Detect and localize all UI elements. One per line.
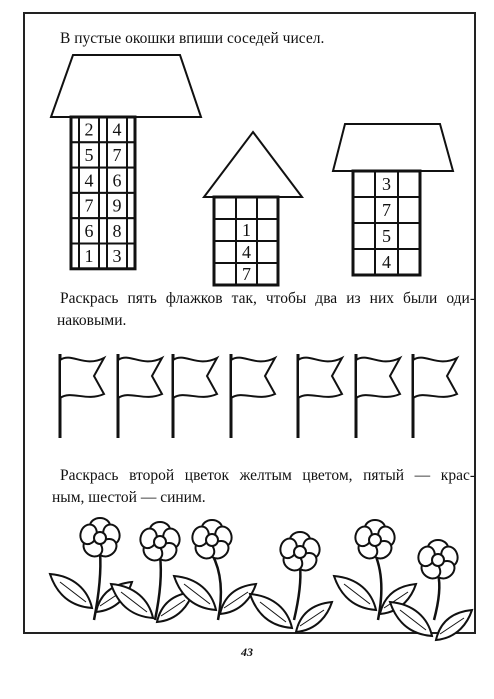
flag-cloth: [231, 358, 275, 398]
flag-5: [298, 354, 342, 438]
window-number: 3: [112, 246, 122, 267]
house-2: [204, 132, 302, 285]
window-number: 7: [382, 200, 391, 220]
flag-cloth: [60, 358, 104, 398]
window-cell: [257, 263, 278, 285]
flower-stem: [294, 566, 300, 620]
flower-1: [50, 518, 132, 620]
window-number: 6: [84, 220, 94, 241]
house-roof: [51, 55, 201, 117]
window-cell: [398, 249, 420, 275]
window-cell: [214, 219, 236, 241]
window-number: 1: [242, 220, 251, 240]
window-cell: [214, 263, 236, 285]
flag-4: [231, 354, 275, 438]
task-3-line-2: ным, шестой — синим.: [52, 489, 206, 506]
window-number: 7: [242, 264, 251, 284]
flower-center: [154, 536, 166, 548]
window-number: 7: [84, 195, 94, 216]
window-number: 7: [112, 144, 122, 165]
flag-1: [60, 354, 104, 438]
flag-2: [118, 354, 162, 438]
task-1-line-1: В пустые окошки впиши соседей чисел.: [60, 30, 325, 47]
window-number: 8: [112, 220, 122, 241]
flower-center: [206, 534, 218, 546]
window-cell: [353, 197, 375, 223]
window-cell: [99, 168, 107, 193]
flag-cloth: [118, 358, 162, 398]
flag-cloth: [356, 358, 400, 398]
window-number: 4: [382, 252, 391, 272]
flower-center: [432, 554, 444, 566]
window-number: 9: [112, 195, 122, 216]
window-cell: [99, 218, 107, 243]
window-number: 5: [382, 226, 391, 246]
window-cell: [99, 117, 107, 142]
flowers-group: [50, 518, 472, 640]
task-2-line-1: Раскрась пять флажков так, чтобы два из них были оди-: [60, 290, 475, 307]
house-1: [51, 55, 201, 269]
task-3-line-1: Раскрась второй цветок желтым цветом, пятый — крас-: [60, 467, 475, 484]
flower-center: [294, 546, 306, 558]
window-number: 1: [84, 246, 94, 267]
window-cell: [398, 197, 420, 223]
flag-cloth: [413, 358, 457, 398]
houses-group: [51, 55, 453, 285]
window-cell: [398, 171, 420, 197]
window-cell: [214, 241, 236, 263]
window-cell: [99, 193, 107, 218]
window-cell: [214, 197, 236, 219]
window-number: 4: [242, 242, 251, 262]
window-cell: [257, 241, 278, 263]
window-number: 5: [84, 144, 94, 165]
window-number: 4: [112, 119, 122, 140]
flag-cloth: [173, 358, 217, 398]
flower-center: [369, 534, 381, 546]
window-cell: [353, 171, 375, 197]
window-number: 4: [84, 170, 94, 191]
window-cell: [398, 223, 420, 249]
flower-4: [250, 532, 332, 632]
flower-center: [94, 532, 106, 544]
flag-6: [356, 354, 400, 438]
flower-2: [111, 522, 193, 622]
window-number: 3: [382, 174, 391, 194]
window-cell: [99, 142, 107, 167]
window-cell: [257, 219, 278, 241]
page-number: 43: [241, 645, 253, 659]
window-cell: [236, 197, 257, 219]
flags-group: [60, 354, 457, 438]
flag-3: [173, 354, 217, 438]
house-roof: [204, 132, 302, 197]
window-cell: [353, 249, 375, 275]
window-cell: [353, 223, 375, 249]
flower-stem: [155, 556, 161, 620]
house-3: [333, 124, 453, 275]
window-cell: [99, 244, 107, 269]
window-cell: [257, 197, 278, 219]
house-roof: [333, 124, 453, 171]
task-2-line-2: наковыми.: [57, 312, 127, 329]
flag-cloth: [298, 358, 342, 398]
flower-stem: [434, 574, 439, 620]
window-number: 2: [84, 119, 94, 140]
flag-7: [413, 354, 457, 438]
window-number: 6: [112, 170, 122, 191]
